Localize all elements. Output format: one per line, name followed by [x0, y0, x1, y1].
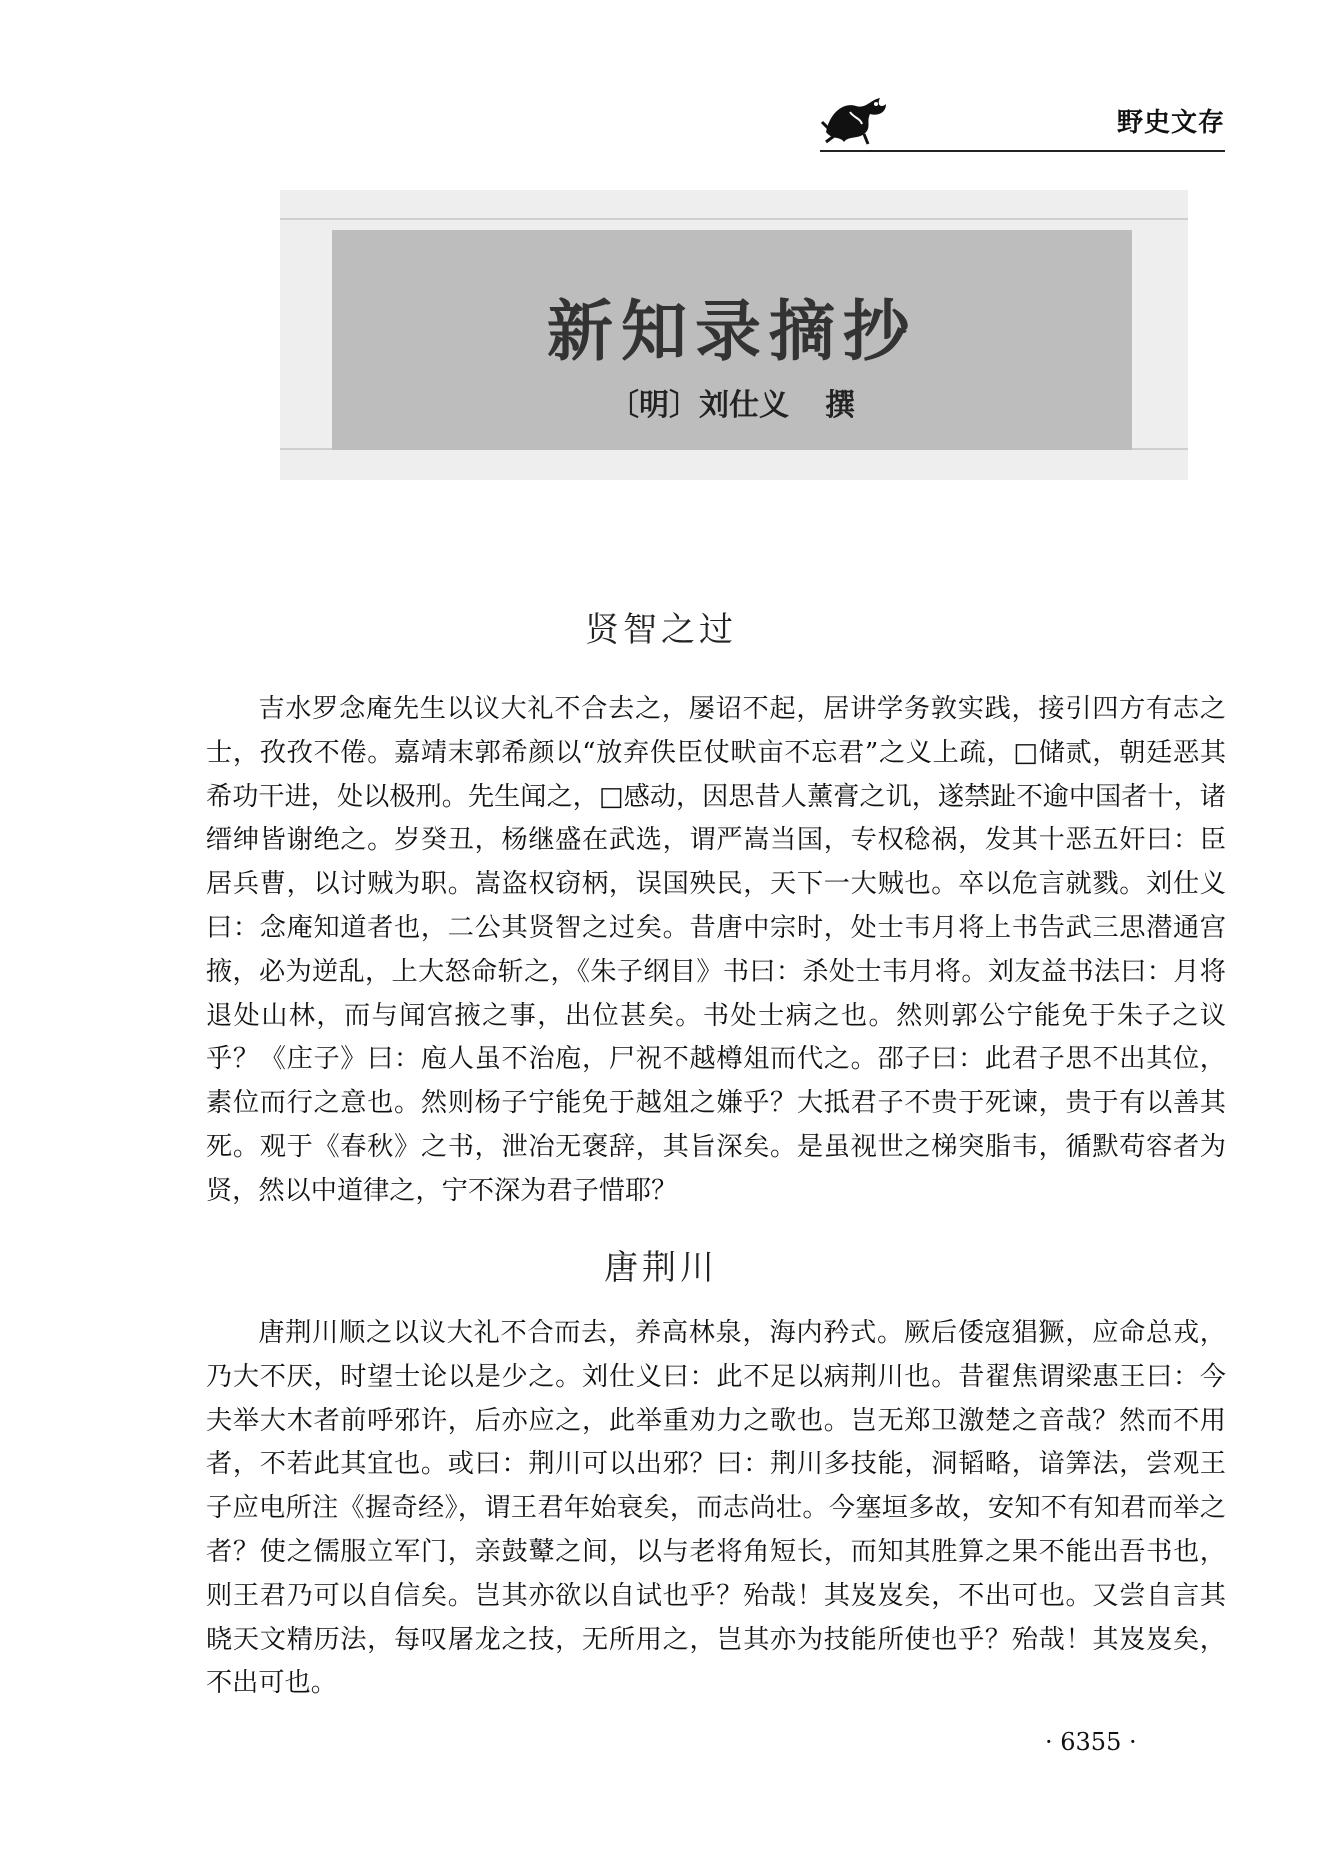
- series-title: 野史文存: [1116, 108, 1225, 138]
- author-role: 撰: [825, 388, 855, 423]
- title-block: [280, 190, 1188, 480]
- article-title: 新知录摘抄: [547, 292, 917, 370]
- section-paragraph: 吉水罗念庵先生以议大礼不合去之，屡诏不起，居讲学务敦实践，接引四方有志之士，孜孜不倦。嘉靖末郭希颜以“放弃佚臣仗畎亩不忘君”之义上疏，□储贰，朝廷恶其希功干进，处以极刑。先生闻之，□感动，因思昔人薰膏之讥，遂禁趾不逾中国者十，诸缙绅皆谢绝之。岁癸丑，杨继盛在武选，谓严嵩当国，专权稔祸，发其十恶五奸曰：臣居兵曹，以讨贼为职。嵩盗权窃柄，误国殃民，天下一大贼也。卒以危言就戮。刘仕义曰：念庵知道者也，二公其贤智之过矣。昔唐中宗时，处士韦月将上书告武三思潜通宫掖，必为逆乱，上大怒命斩之，《朱子纲目》书曰：杀处士韦月将。刘友益书法曰：月将退处山林，而与闻宫掖之事，出位甚矣。书处士病之也。然则郭公宁能免于朱子之议乎？《庄子》曰：庖人虽不治庖，尸祝不越樽俎而代之。邵子曰：此君子思不出其位，素位而行之意也。然则杨子宁能免于越俎之嫌乎？大抵君子不贵于死谏，贵于有以善其死。观于《春秋》之书，泄冶无褒辞，其旨深矣。是虽视世之梯突脂韦，循默苟容者为贤，然以中道律之，宁不深为君子惜耶？: [206, 694, 1226, 1206]
- section-heading: 唐荆川: [604, 1248, 718, 1288]
- title-panel: [332, 230, 1132, 450]
- title-background-line: [280, 218, 1188, 220]
- page-header: [820, 88, 1225, 152]
- dragon-icon: [820, 92, 892, 148]
- author-line: [332, 380, 1132, 424]
- page-number: · 6355 ·: [1045, 1728, 1137, 1756]
- author-name: 〔明〕刘仕义: [609, 388, 789, 423]
- section-heading: 贤智之过: [585, 610, 737, 650]
- section-paragraph: 唐荆川顺之以议大礼不合而去，养高林泉，海内矜式。厥后倭寇猖獗，应命总戎，乃大不厌，时望士论以是少之。刘仕义曰：此不足以病荆川也。昔翟焦谓梁惠王曰：今夫举大木者前呼邪许，后亦应之，此举重劝力之歌也。岂无郑卫激楚之音哉？然而不用者，不若此其宜也。或曰：荆川可以出邪？曰：荆川多技能，洞韬略，谙筭法，尝观王子应电所注《握奇经》，谓王君年始衰矣，而志尚壮。今塞垣多故，安知不有知君而举之者？使之儒服立军门，亲鼓鼙之间，以与老将角短长，而知其胜算之果不能出吾书也，则王君乃可以自信矣。岂其亦欲以自试也乎？殆哉！其岌岌矣，不出可也。又尝自言其晓天文精历法，每叹屠龙之技，无所用之，岂其亦为技能所使也乎？殆哉！其岌岌矣，不出可也。: [206, 1318, 1226, 1699]
